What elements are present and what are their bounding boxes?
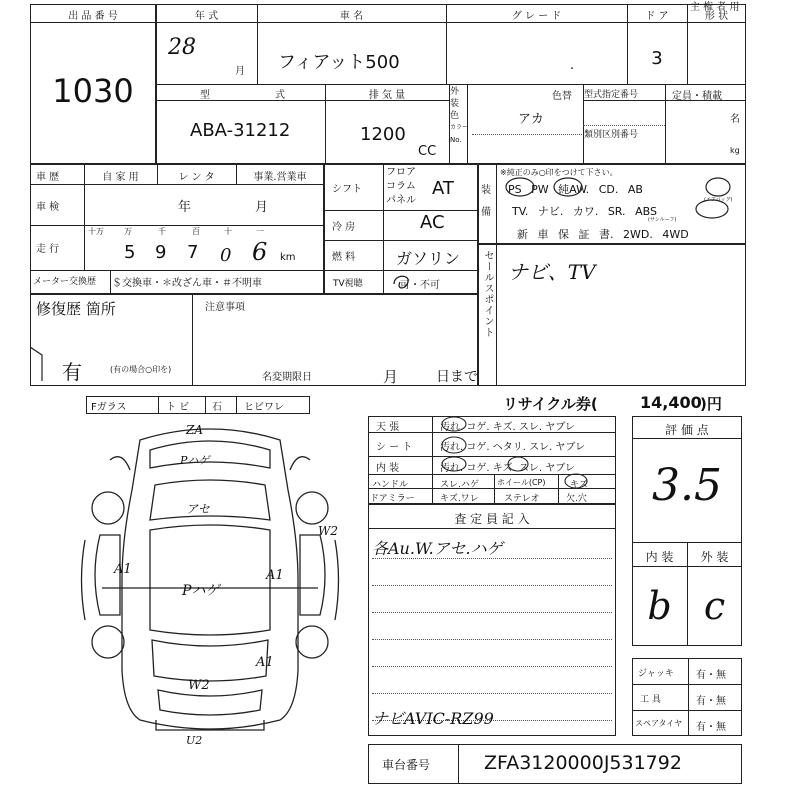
name-change-label: 名変期限日	[262, 372, 312, 383]
history-option-private: 自 家 用	[102, 172, 139, 183]
tool-value-tools: 有・無	[696, 696, 726, 707]
diagram-mark-right-door: A1	[266, 568, 284, 583]
check-label-ceiling: 天 張	[376, 422, 400, 433]
recycle-suffix: )円	[700, 395, 722, 413]
inspector-header: 査 定 員 記 入	[454, 512, 530, 526]
category-number-label: 類別区別番号	[584, 130, 639, 140]
grade-header: グ レ ー ド	[511, 11, 562, 22]
lot-header: 出 品 番 号	[68, 11, 118, 22]
diagram-mark-bottom: U2	[186, 734, 203, 747]
car-name-header: 車 名	[339, 11, 364, 22]
inspection-label: 車 検	[36, 202, 60, 213]
year-value: 28	[168, 35, 196, 60]
history-label: 車 歴	[36, 172, 60, 183]
diagram-mark-hood: Pハゲ	[180, 454, 210, 467]
mileage-digit-3: 0	[220, 245, 232, 266]
repair-note: (有の場合○印を)	[110, 365, 172, 374]
inspector-note-1: 各Au.W.アセ.ハゲ	[372, 539, 503, 558]
name-change-day: 日まで	[436, 369, 478, 385]
mileage-place-2: 千	[158, 227, 166, 236]
equipment-line2: TV. ナビ. カワ. SR. ABS	[512, 205, 657, 218]
meter-options: ＄交換車・＊改ざん車・＃不明車	[112, 278, 262, 289]
inspection-year: 年	[178, 200, 192, 215]
check-items-ceiling: 汚れ. コゲ. キズ. スレ. ヤブレ	[440, 422, 575, 433]
recycle-label: リサイクル券(	[503, 395, 598, 413]
check-items-interior: 汚れ. コゲ. キズ. スレ. ヤブレ	[440, 463, 575, 474]
diagram-mark-rear-right: A1	[256, 655, 274, 670]
recycle-amount: 14,400	[640, 393, 702, 412]
check-label-interior: 内 装	[376, 463, 400, 474]
tv-label: TV視聴	[333, 279, 363, 289]
displacement-header: 排 気 量	[368, 90, 406, 101]
equipment-label: 装 備	[481, 185, 491, 218]
model-header-right: 式	[275, 90, 285, 101]
meter-label: メーター交換歴	[33, 277, 97, 287]
repair-label: 修復歴 箇所	[36, 300, 116, 318]
diagram-mark-left: A1	[114, 562, 132, 577]
check-extra-stereo: ステレオ	[504, 494, 540, 504]
grade-value: .	[570, 58, 575, 73]
color-change-label: 色替	[552, 91, 572, 102]
name-change-month: 月	[383, 368, 399, 386]
check-label-seat: シ ー ト	[376, 442, 413, 453]
tv-circle-mark	[390, 270, 414, 294]
tool-label-spare: スペアタイヤ	[635, 719, 683, 728]
sunroof-sub: (サンルーフ)	[648, 217, 677, 223]
model-header-left: 型	[200, 90, 210, 101]
history-option-rental: レ ン タ	[178, 172, 215, 183]
chassis-label: 車台番号	[382, 758, 431, 772]
capacity-header: 定員・積載	[672, 91, 722, 102]
repair-value: 有	[62, 360, 82, 384]
rating-exterior-value: c	[703, 584, 726, 628]
mileage-label: 走 行	[36, 244, 60, 255]
check-label-handle: ハンドル	[372, 480, 409, 490]
shift-options: フロア コラム パネル	[386, 167, 416, 206]
mileage-digit-2: 7	[187, 242, 199, 263]
check-items-handle: スレ.ハゲ	[440, 480, 479, 490]
equipment-circle-marks	[496, 164, 746, 224]
displacement-unit: CC	[418, 144, 437, 159]
interior-check-circles	[432, 416, 616, 504]
mileage-place-0: 十万	[88, 227, 104, 236]
check-items-mirror: キズ.ワレ	[440, 494, 479, 504]
history-option-business: 事業.営業車	[253, 172, 307, 183]
exterior-color-label: 外 装 色 カラー No.	[450, 87, 469, 144]
equipment-note: ※純正のみ○印をつけて下さい。	[500, 168, 618, 177]
type-designation-label: 型式指定番号	[584, 90, 639, 100]
rating-interior-label: 内 装	[645, 550, 674, 564]
airbag-sub: (エアバッグ)	[704, 197, 733, 203]
check-label-mirror: ドアミラー	[370, 494, 415, 504]
diagram-mark-front: アセ	[186, 502, 210, 516]
sales-point-value: ナビ、TV	[508, 260, 596, 284]
glass-tag-crack: ヒビワレ	[244, 402, 284, 413]
displacement-value: 1200	[360, 124, 406, 145]
check-items-seat: 汚れ. コゲ. ヘタリ. スレ. ヤブレ	[440, 442, 586, 453]
exterior-color-value: アカ	[518, 112, 544, 127]
inspector-note-2: ナビAVIC-RZ99	[372, 709, 494, 728]
check-extra-stereo-value: 欠.穴	[566, 494, 587, 504]
mileage-digit-1: 9	[155, 242, 167, 263]
model-value: ABA-31212	[190, 120, 291, 141]
ac-label: 冷 房	[332, 222, 356, 233]
shift-label: シフト	[332, 184, 362, 195]
shape-header: 形 状	[704, 11, 729, 22]
ac-value: AC	[420, 212, 445, 233]
doors-value: 3	[651, 48, 663, 69]
diagram-mark-rear: W2	[188, 678, 210, 693]
glass-tag-tobi: ト ビ	[166, 402, 190, 413]
mileage-digit-4: 6	[252, 238, 268, 266]
sales-point-label: セールスポイント	[482, 250, 493, 338]
diagram-mark-roof: Pハゲ	[182, 583, 220, 599]
glass-tag-fglass: Fガラス	[91, 402, 127, 413]
inspection-month: 月	[255, 200, 269, 215]
top-right-label: 主 権 者 用	[690, 2, 740, 13]
remarks-label: 注意事項	[205, 302, 245, 313]
year-month-label: 月	[235, 66, 245, 77]
equipment-line3: 新 車 保 証 書. 2WD. 4WD	[517, 228, 689, 241]
diagram-mark-right: W2	[318, 524, 338, 538]
glass-tag-ishi: 石	[212, 402, 222, 413]
rating-interior-value: b	[647, 584, 672, 628]
lot-number: 1030	[52, 72, 134, 110]
check-extra-wheel: ホイール(CP)	[497, 478, 546, 487]
repair-bracket	[30, 345, 50, 385]
mileage-place-5: 一	[256, 227, 264, 236]
rating-score: 3.5	[652, 460, 722, 511]
doors-header: ド ア	[645, 11, 669, 22]
shift-value: AT	[432, 178, 454, 199]
mileage-place-1: 万	[124, 227, 132, 236]
tool-value-jack: 有・無	[696, 670, 726, 681]
fuel-label: 燃 料	[332, 252, 356, 263]
rating-exterior-label: 外 装	[700, 550, 729, 564]
mileage-digit-0: 5	[124, 242, 136, 263]
car-name-value: フィアット500	[278, 52, 400, 73]
mileage-unit: km	[280, 252, 296, 263]
check-extra-wheel-value: キズ	[570, 480, 588, 490]
mileage-place-4: 十	[224, 227, 232, 236]
capacity-unit-people: 名	[730, 114, 740, 125]
equipment-line1: PS PW 純AW. CD. AB	[508, 183, 643, 196]
capacity-unit-kg: kg	[730, 146, 740, 155]
tv-value: 可・不可	[400, 280, 440, 291]
tool-value-spare: 有・無	[696, 722, 726, 733]
rating-header: 評 価 点	[665, 423, 709, 437]
tool-label-jack: ジャッキ	[638, 669, 674, 679]
fuel-value: ガソリン	[396, 249, 461, 268]
diagram-mark-top: ZA	[186, 423, 204, 437]
chassis-value: ZFA3120000J531792	[484, 752, 682, 774]
year-header: 年 式	[194, 11, 219, 22]
tool-label-tools: 工 具	[640, 695, 661, 705]
mileage-place-3: 百	[192, 227, 200, 236]
